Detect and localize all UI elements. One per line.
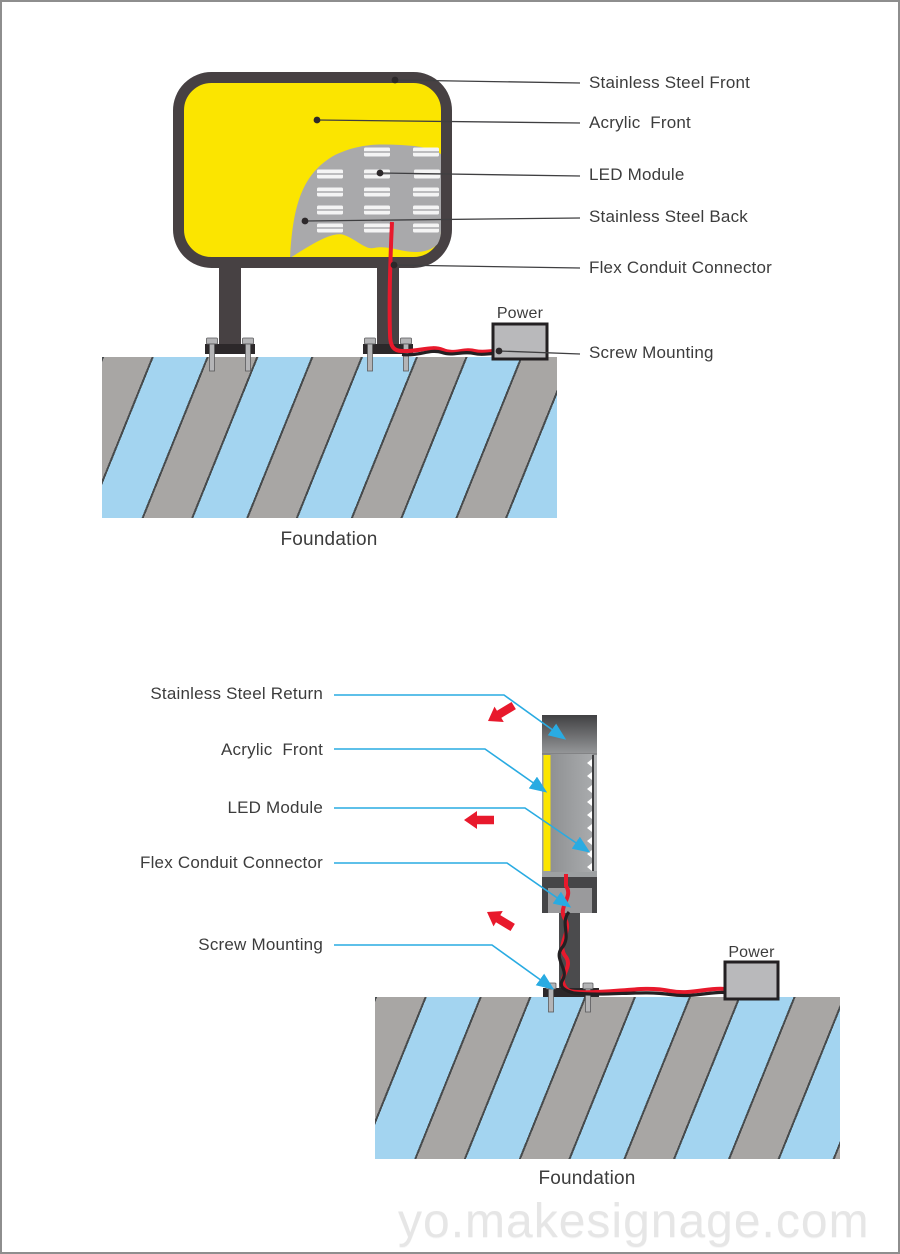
red-arrow-bottom (482, 904, 517, 935)
label-foundation-side: Foundation (538, 1168, 636, 1189)
label-power-front: Power (496, 305, 544, 322)
label-stainless-steel-front: Stainless Steel Front (589, 73, 751, 92)
diagram-graphics (2, 2, 900, 1254)
label-stainless-steel-back: Stainless Steel Back (589, 207, 748, 226)
label-screw-mounting-side: Screw Mounting (198, 935, 323, 954)
label-flex-conduit-connector: Flex Conduit Connector (589, 258, 772, 277)
stainless-steel-return-cap (542, 715, 597, 754)
label-flex-conduit-connector-side: Flex Conduit Connector (140, 853, 323, 872)
power-box-side (725, 962, 778, 999)
sign-cabinet-side (542, 715, 597, 913)
label-acrylic-front: Acrylic Front (589, 113, 691, 132)
acrylic-front-strip (544, 755, 551, 871)
label-led-module: LED Module (589, 165, 685, 184)
led-strip-side (587, 759, 592, 871)
label-foundation-front: Foundation (280, 529, 378, 550)
front-view-graphic (179, 77, 581, 371)
label-acrylic-front-side: Acrylic Front (221, 740, 323, 759)
label-stainless-steel-return: Stainless Steel Return (150, 684, 323, 703)
power-box-front (493, 324, 547, 359)
label-screw-mounting: Screw Mounting (589, 343, 714, 362)
red-arrow-middle (464, 811, 494, 829)
label-led-module-side: LED Module (227, 798, 323, 817)
label-power-side: Power (728, 944, 775, 961)
watermark: yo.makesignage.com (398, 1195, 870, 1248)
side-view-graphic (334, 695, 778, 1012)
